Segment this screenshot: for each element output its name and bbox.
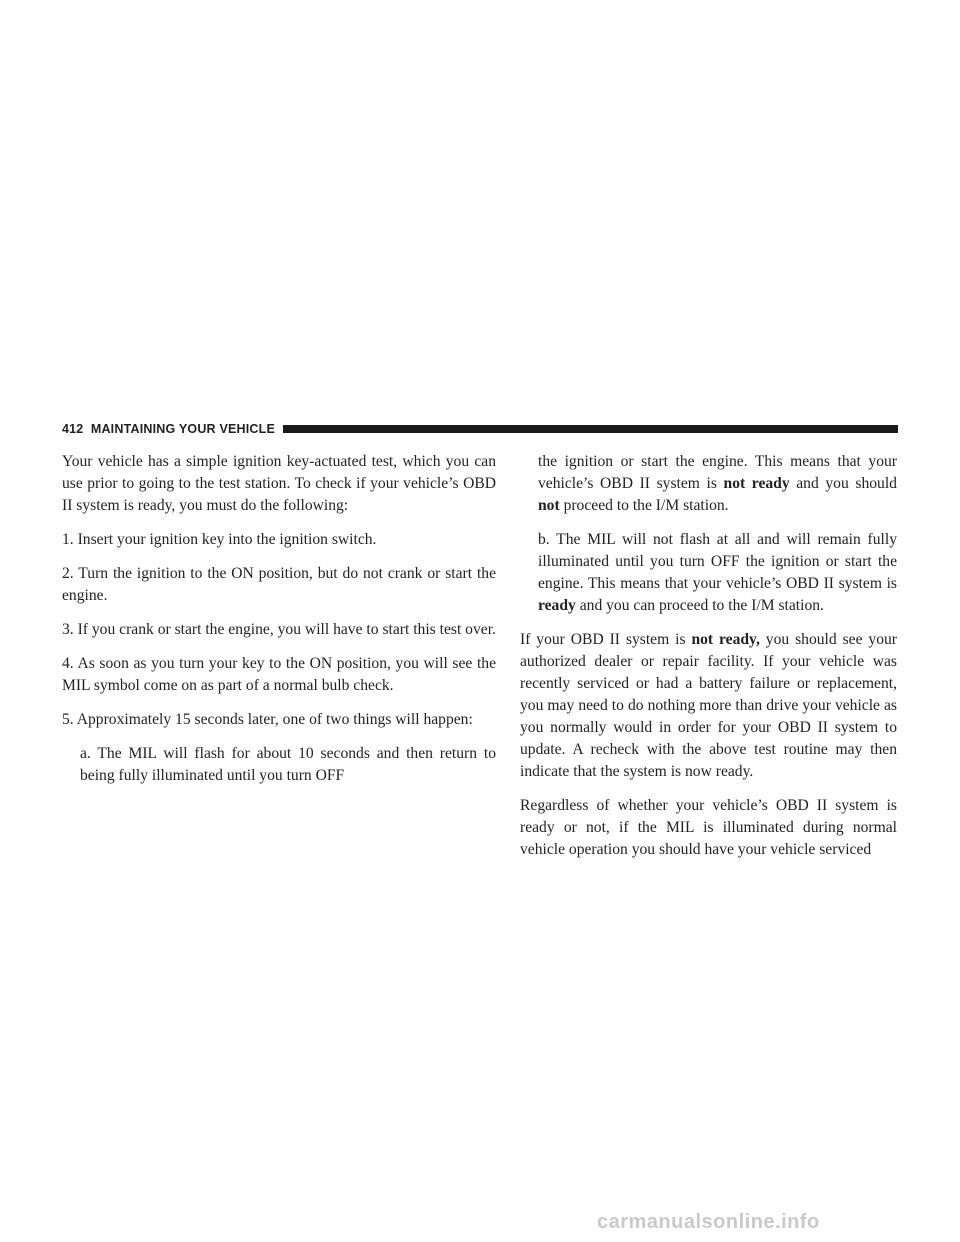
step-5: 5. Approximately 15 seconds later, one of two things will happen: <box>62 711 473 728</box>
sub-a-text-1: the ignition or start the engine. This means that your vehicle’s OBD II system is <box>538 453 897 492</box>
para1-bold-not-ready: not ready, <box>691 631 760 648</box>
page-header <box>62 417 898 441</box>
sub-step-a-start: a. The MIL will flash for about 10 seconds and then return to being fully illuminated until you turn OFF <box>80 745 496 784</box>
header-text <box>62 422 283 436</box>
right-column <box>520 451 897 861</box>
step-4: 4. As soon as you turn your key to the ON position, you will see the MIL symbol come on as part of a normal bulb check. <box>62 655 496 694</box>
regardless-paragraph: Regardless of whether your vehicle’s OBD II system is ready or not, if the MIL is illuminated during normal vehicle operation you should have your vehicle serviced <box>520 797 897 858</box>
sub-b-text-1: b. The MIL will not flash at all and will remain fully illuminated until you turn OFF the ignition or start the engine. This means that your vehicle’s OBD II system is <box>538 531 897 592</box>
intro-paragraph: Your vehicle has a simple ignition key-actuated test, which you can use prior to going to the test station. To check if your vehicle’s OBD II system is ready, you must do the following: <box>62 453 496 514</box>
page-number: 412 <box>62 422 84 436</box>
sub-a-text-2: and you should <box>789 475 897 492</box>
header-rule <box>283 425 898 433</box>
section-title: MAINTAINING YOUR VEHICLE <box>90 422 276 436</box>
step-2: 2. Turn the ignition to the ON position, but do not crank or start the engine. <box>62 565 496 604</box>
sub-b-bold-ready: ready <box>538 597 576 614</box>
sub-b-text-2: and you can proceed to the I/M station. <box>575 597 824 614</box>
step-1: 1. Insert your ignition key into the ignition switch. <box>62 531 377 548</box>
step-3: 3. If you crank or start the engine, you will have to start this test over. <box>62 621 496 638</box>
sub-step-b <box>538 529 897 617</box>
para1-start: If your OBD II system is <box>520 631 692 648</box>
sub-a-text-3: proceed to the I/M station. <box>559 497 729 514</box>
sub-a-bold-not: not <box>538 497 560 514</box>
watermark: carmanualsonline.info <box>597 1211 820 1233</box>
not-ready-paragraph <box>520 629 897 783</box>
sub-step-a-end <box>538 451 897 517</box>
left-column <box>62 451 496 787</box>
sub-a-bold-not-ready: not ready <box>723 475 790 492</box>
para1-rest: you should see your authorized dealer or repair facility. If your vehicle was recently serviced or had a battery failure or replacement, you may need to do nothing more than drive your vehicle as you normally would in order for your OBD II system to update. A recheck with the above test routine may then indicate that the system is now ready. <box>520 631 897 780</box>
